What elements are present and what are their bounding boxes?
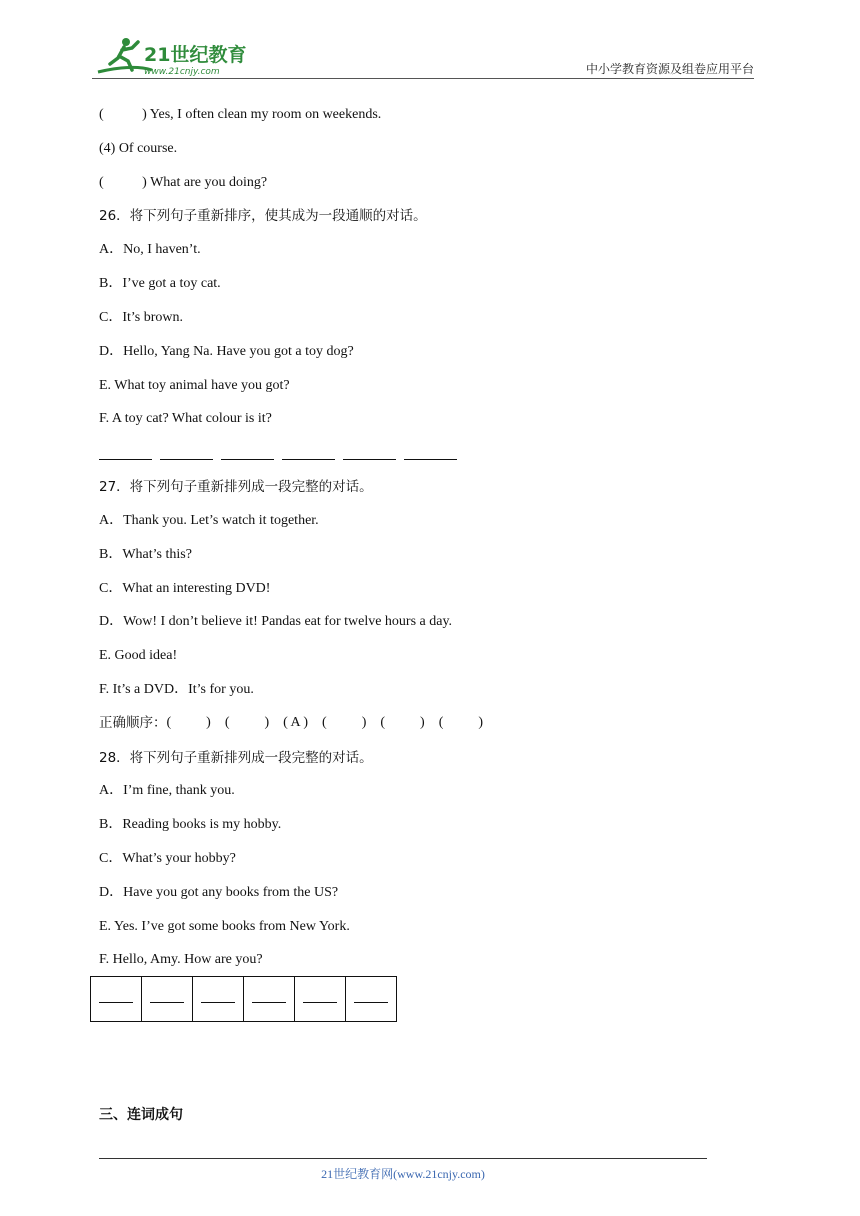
q27-order-row: [99, 714, 483, 732]
site-logo: [92, 34, 262, 78]
answer-cell[interactable]: [193, 977, 244, 1022]
answer-blank[interactable]: [343, 459, 396, 460]
order-label: 正确顺序：: [99, 715, 167, 731]
answer-line: ( ) Yes, I often clean my room on weekends.: [99, 107, 382, 122]
order-slot[interactable]: ( ): [322, 715, 367, 730]
option-line: B．I’ve got a toy cat.: [99, 276, 221, 291]
answer-blank[interactable]: [160, 459, 213, 460]
answer-cell[interactable]: [244, 977, 295, 1022]
order-slot[interactable]: ( ): [166, 715, 211, 730]
answer-blank[interactable]: [404, 459, 457, 460]
answer-line: ( ) What are you doing?: [99, 175, 268, 190]
q28-answer-table: [90, 976, 397, 1022]
order-slot[interactable]: ( ): [438, 715, 484, 730]
option-line: A．No, I haven’t.: [99, 242, 201, 257]
question-27-title: 27．将下列句子重新排列成一段完整的对话。: [99, 479, 373, 495]
footer-divider: [99, 1158, 707, 1159]
option-line: F. Hello, Amy. How are you?: [99, 952, 263, 967]
question-28-title: 28．将下列句子重新排列成一段完整的对话。: [99, 750, 373, 766]
dialogue-line: (4) Of course.: [99, 141, 178, 156]
footer-link[interactable]: 21世纪教育网(www.21cnjy.com): [321, 1167, 485, 1181]
answer-cell[interactable]: [91, 977, 142, 1022]
option-line: E. What toy animal have you got?: [99, 378, 290, 393]
option-line: E. Good idea!: [99, 648, 178, 663]
option-line: D．Have you got any books from the US?: [99, 885, 339, 900]
option-line: E. Yes. I’ve got some books from New York.: [99, 919, 350, 934]
section-title: 三、连词成句: [99, 1107, 183, 1123]
order-slot[interactable]: ( ): [224, 715, 270, 730]
answer-cell[interactable]: [142, 977, 193, 1022]
logo-url: www.21cnjy.com: [144, 67, 220, 77]
order-slot[interactable]: ( ): [380, 715, 425, 730]
option-line: C．What an interesting DVD!: [99, 581, 271, 596]
option-line: A．Thank you. Let’s watch it together.: [99, 513, 319, 528]
option-line: B．Reading books is my hobby.: [99, 817, 282, 832]
header-divider: [92, 78, 754, 79]
option-line: A．I’m fine, thank you.: [99, 783, 235, 798]
q26-answer-blanks: [99, 448, 457, 460]
option-line: F. A toy cat? What colour is it?: [99, 411, 272, 426]
answer-blank[interactable]: [221, 459, 274, 460]
order-slot: ( A ): [283, 715, 309, 730]
question-26-title: 26．将下列句子重新排序，使其成为一段通顺的对话。: [99, 208, 427, 224]
option-line: B．What’s this?: [99, 547, 192, 562]
site-title: 中小学教育资源及组卷应用平台: [585, 62, 754, 76]
option-line: D．Wow! I don’t believe it! Pandas eat for twelve hours a day.: [99, 614, 453, 629]
answer-cell[interactable]: [295, 977, 346, 1022]
answer-blank[interactable]: [282, 459, 335, 460]
logo-text: 21世纪教育: [144, 44, 247, 66]
option-line: C．It’s brown.: [99, 310, 183, 325]
answer-blank[interactable]: [99, 459, 152, 460]
answer-cell[interactable]: [346, 977, 397, 1022]
option-line: F. It’s a DVD．It’s for you.: [99, 682, 254, 697]
option-line: D．Hello, Yang Na. Have you got a toy dog?: [99, 344, 354, 359]
option-line: C．What’s your hobby?: [99, 851, 236, 866]
